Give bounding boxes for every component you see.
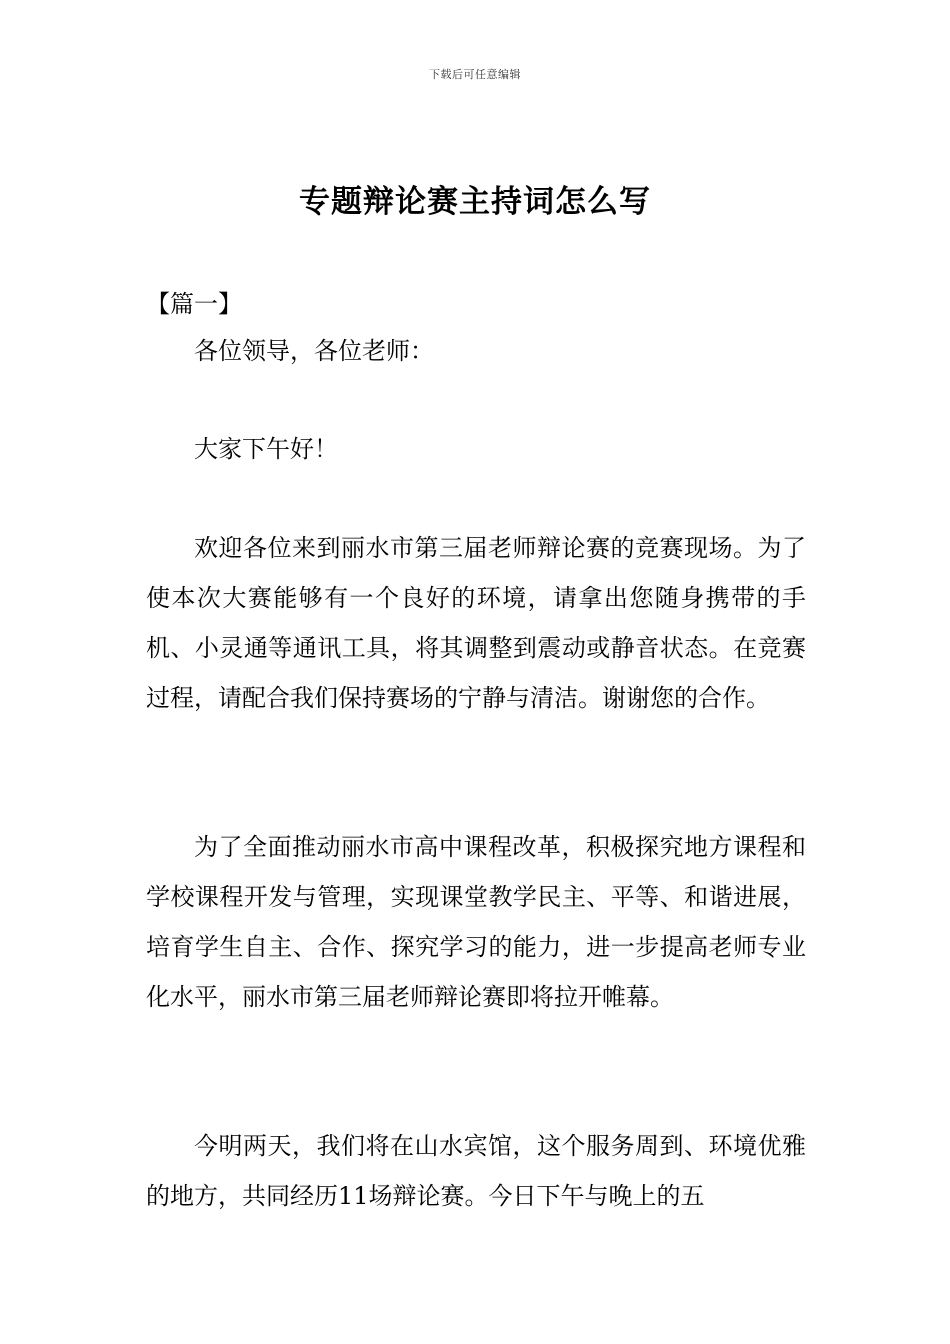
header-note: 下载后可任意编辑 bbox=[429, 68, 521, 81]
paragraph-hello: 大家下午好！ bbox=[194, 435, 338, 463]
paragraph-schedule: 今明两天，我们将在山水宾馆，这个服务周到、环境优雅的地方，共同经历11场辩论赛。今日下午与晚上的五 bbox=[146, 1132, 806, 1210]
paragraph-purpose: 为了全面推动丽水市高中课程改革，积极探究地方课程和学校课程开发与管理，实现课堂教学民主、平等、和谐进展，培育学生自主、合作、探究学习的能力，进一步提高老师专业化水平，丽水市第三届老师辩论赛即将拉开帷幕。 bbox=[146, 833, 806, 1011]
section-label: 【篇一】 bbox=[146, 290, 242, 318]
paragraph-welcome: 欢迎各位来到丽水市第三届老师辩论赛的竞赛现场。为了使本次大赛能够有一个良好的环境，请拿出您随身携带的手机、小灵通等通讯工具，将其调整到震动或静音状态。在竞赛过程，请配合我们保持赛场的宁静与清洁。谢谢您的合作。 bbox=[146, 534, 806, 712]
paragraph-greeting: 各位领导，各位老师： bbox=[194, 337, 434, 365]
document-title: 专题辩论赛主持词怎么写 bbox=[299, 184, 651, 220]
